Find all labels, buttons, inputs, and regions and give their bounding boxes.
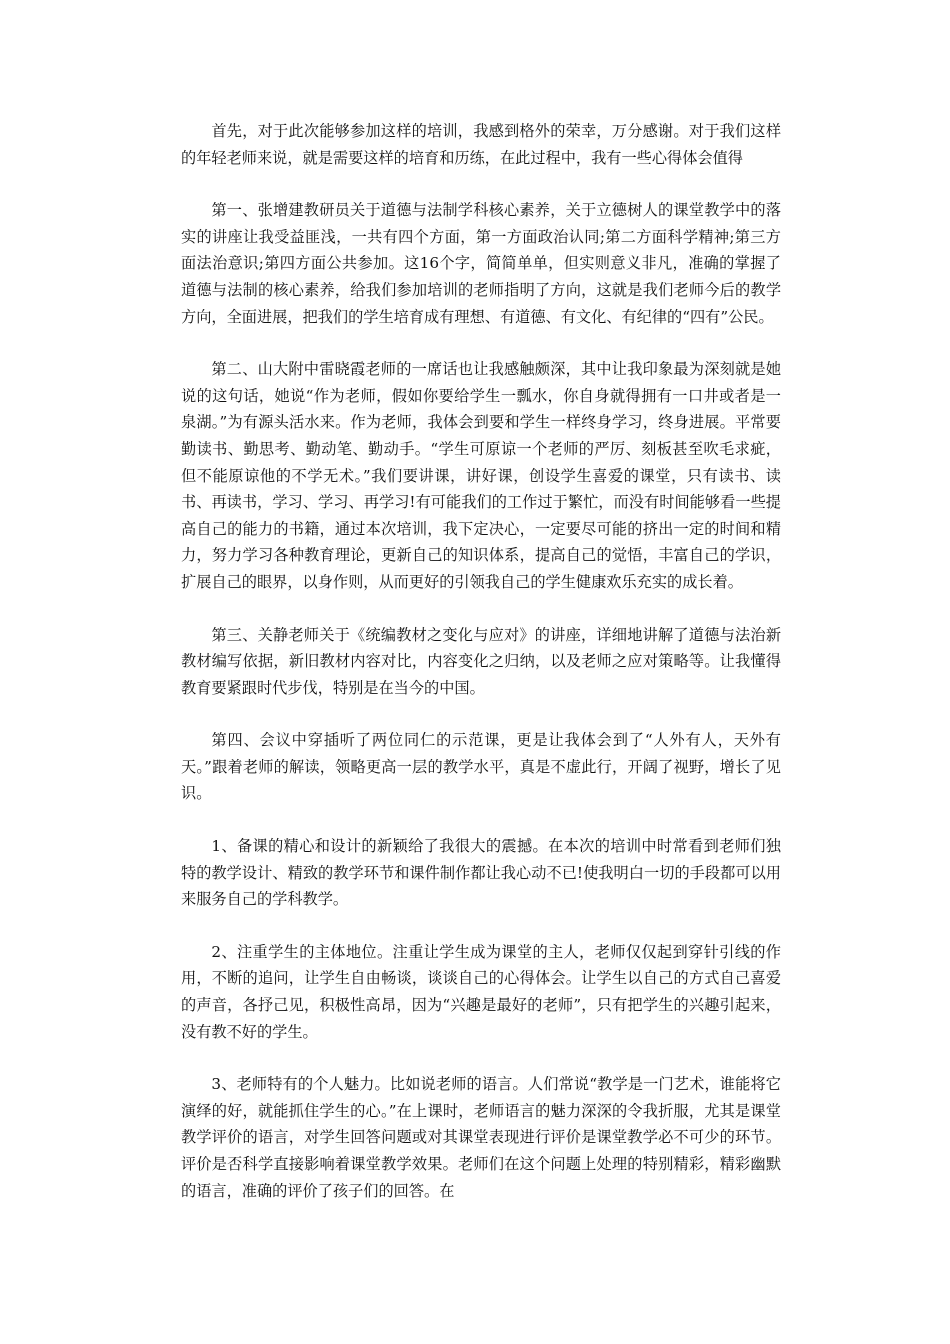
paragraph-second-point: 第二、山大附中雷晓霞老师的一席话也让我感触颇深，其中让我印象最为深刻就是她说的这句话，她说“作为老师，假如你要给学生一瓢水，你自身就得拥有一口井或者是一泉湖。”为有源头活水来。作为老师，我体会到要和学生一样终身学习，终身进展。平常要勤读书、勤思考、勤动笔、勤动手。“学生可原谅一个老师的严厉、刻板甚至吹毛求疵，但不能原谅他的不学无术。”我们要讲课，讲好课，创设学生喜爱的课堂，只有读书、读书、再读书，学习、学习、再学习!有可能我们的工作过于繁忙，而没有时间能够看一些提高自己的能力的书籍，通过本次培训，我下定决心，一定要尽可能的挤出一定的时间和精力，努力学习各种教育理论，更新自己的知识体系，提高自己的觉悟，丰富自己的学识，扩展自己的眼界，以身作则，从而更好的引领我自己的学生健康欢乐充实的成长着。 <box>181 360 781 591</box>
paragraph-third-point: 第三、关静老师关于《统编教材之变化与应对》的讲座，详细地讲解了道德与法治新教材编写依据，新旧教材内容对比，内容变化之归纳，以及老师之应对策略等。让我懂得教育要紧跟时代步伐，特别是在当今的中国。 <box>181 625 781 697</box>
paragraph-first-point: 第一、张增建教研员关于道德与法制学科核心素养，关于立德树人的课堂教学中的落实的讲座让我受益匪浅，一共有四个方面，第一方面政治认同;第二方面科学精神;第三方面法治意识;第四方面公共参加。这16个字，简简单单，但实则意义非凡，准确的掌握了道德与法制的核心素养，给我们参加培训的老师指明了方向，这就是我们老师今后的教学方向，全面进展，把我们的学生培育成有理想、有道德、有文化、有纪律的“四有”公民。 <box>181 201 781 326</box>
paragraph-item-1: 1、备课的精心和设计的新颖给了我很大的震撼。在本次的培训中时常看到老师们独特的教学设计、精致的教学环节和课件制作都让我心动不已!使我明白一切的手段都可以用来服务自己的学科教学。 <box>181 837 781 909</box>
paragraph-item-3: 3、老师特有的个人魅力。比如说老师的语言。人们常说“教学是一门艺术，谁能将它演绎的好，就能抓住学生的心。”在上课时，老师语言的魅力深深的令我折服，尤其是课堂教学评价的语言，对学生回答问题或对其课堂表现进行评价是课堂教学必不可少的环节。评价是否科学直接影响着课堂教学效果。老师们在这个问题上处理的特别精彩，精彩幽默的语言，准确的评价了孩子们的回答。在 <box>181 1075 781 1200</box>
paragraph-intro: 首先，对于此次能够参加这样的培训，我感到格外的荣幸，万分感谢。对于我们这样的年轻老师来说，就是需要这样的培育和历练，在此过程中，我有一些心得体会值得 <box>181 122 781 167</box>
document-body <box>181 118 781 1230</box>
paragraph-item-2: 2、注重学生的主体地位。注重让学生成为课堂的主人，老师仅仅起到穿针引线的作用，不断的追问，让学生自由畅谈，谈谈自己的心得体会。让学生以自己的方式自己喜爱的声音，各抒己见，积极性高昂，因为“兴趣是最好的老师”，只有把学生的兴趣引起来，没有教不好的学生。 <box>181 942 781 1041</box>
paragraph-fourth-point: 第四、会议中穿插听了两位同仁的示范课，更是让我体会到了“人外有人，天外有天。”跟着老师的解读，领略更高一层的教学水平，真是不虚此行，开阔了视野，增长了见识。 <box>181 731 781 803</box>
